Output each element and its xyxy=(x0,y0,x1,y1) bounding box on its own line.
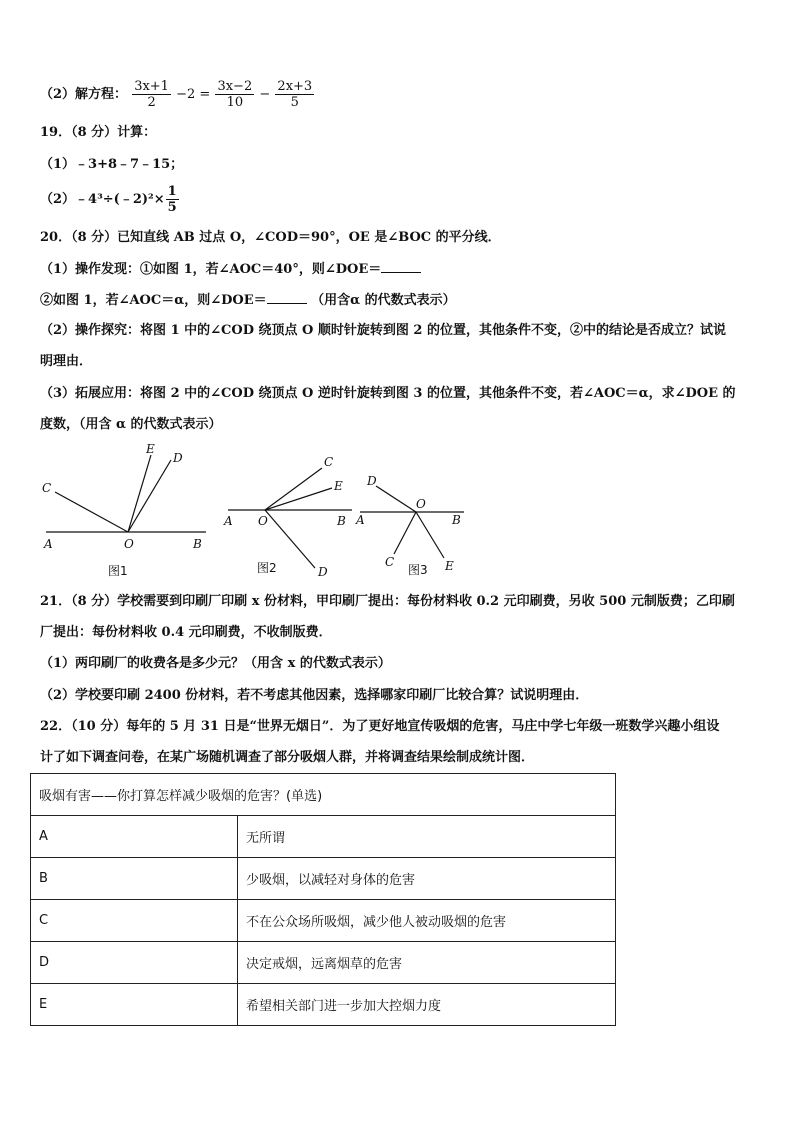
option-text: 决定戒烟，远离烟草的危害 xyxy=(238,942,616,984)
fraction-1: $\frac{3x+1}{2}$ xyxy=(134,79,169,110)
label-e: E xyxy=(146,442,155,456)
q19-heading: 19．（8 分）计算： xyxy=(40,125,157,140)
option-key: D xyxy=(31,942,238,984)
label-b: B xyxy=(337,514,346,528)
fraction-2: $\frac{3x-2}{10}$ xyxy=(217,79,253,110)
label-d: D xyxy=(173,451,183,465)
q18-part2-prefix: （2）解方程： xyxy=(40,87,128,102)
option-key: E xyxy=(31,984,238,1026)
option-text: 少吸烟，以减轻对身体的危害 xyxy=(238,858,616,900)
option-text: 不在公众场所吸烟，减少他人被动吸烟的危害 xyxy=(238,900,616,942)
survey-question: 吸烟有害——你打算怎样减少吸烟的危害？(单选) xyxy=(31,774,616,816)
figure-2 xyxy=(220,450,360,580)
option-text: 希望相关部门进一步加大控烟力度 xyxy=(238,984,616,1026)
option-key: C xyxy=(31,900,238,942)
table-row xyxy=(31,900,616,942)
label-c: C xyxy=(385,555,395,569)
label-b: B xyxy=(193,537,202,551)
figure-1 xyxy=(38,440,218,580)
answer-blank xyxy=(267,291,307,304)
q20-part3-line2: 度数，（用含 α 的代数式表示） xyxy=(40,417,222,432)
label-d: D xyxy=(318,565,328,579)
q20-part2-line2: 明理由． xyxy=(40,354,93,369)
figure-3-caption: 图3 xyxy=(408,563,428,577)
q20-part2-line1: （2）操作探究：将图 1 中的∠COD 绕顶点 O 顺时针旋转到图 2 的位置，其他条件不变，②中的结论是否成立？试说 xyxy=(40,323,726,338)
option-key: A xyxy=(31,816,238,858)
fraction-3: $\frac{2x+3}{5}$ xyxy=(277,79,313,110)
q18-part2 xyxy=(40,78,315,112)
option-key: B xyxy=(31,858,238,900)
q20-part1a: （1）操作发现：①如图 1，若∠AOC＝40°，则∠DOE＝ xyxy=(40,260,421,279)
label-o: O xyxy=(258,514,268,528)
label-o: O xyxy=(416,497,426,511)
label-a: A xyxy=(356,513,365,527)
q21-line1: 21．（8 分）学校需要到印刷厂印刷 x 份材料，甲印刷厂提出：每份材料收 0.2 元印刷费，另收 500 元制版费；乙印刷 xyxy=(40,594,735,609)
label-e: E xyxy=(445,559,454,573)
figure-2-caption: 图2 xyxy=(257,561,277,575)
q21-part1: （1）两印刷厂的收费各是多少元？（用含 x 的代数式表示） xyxy=(40,656,391,671)
label-d: D xyxy=(367,474,377,488)
q20-part1b: ②如图 1，若∠AOC＝α，则∠DOE＝ （用含α 的代数式表示） xyxy=(40,293,456,308)
survey-table xyxy=(30,773,616,1026)
label-a: A xyxy=(224,514,233,528)
q20-part3-line1: （3）拓展应用：将图 2 中的∠COD 绕顶点 O 逆时针旋转到图 3 的位置，其他条件不变，若∠AOC＝α，求∠DOE 的 xyxy=(40,386,736,401)
table-row xyxy=(31,984,616,1026)
equation-mid: −2 = xyxy=(176,87,211,102)
q19-fraction: $\frac{1}{5}$ xyxy=(167,184,177,215)
label-c: C xyxy=(42,481,52,495)
label-a: A xyxy=(44,537,53,551)
q21-line2: 厂提出：每份材料收 0.4 元印刷费，不收制版费． xyxy=(40,625,332,640)
table-row xyxy=(31,858,616,900)
q19-part2 xyxy=(40,180,180,220)
answer-blank xyxy=(381,260,421,273)
figure-3 xyxy=(352,470,472,578)
label-e: E xyxy=(334,479,343,493)
equation-minus: − xyxy=(259,87,271,102)
table-row xyxy=(31,942,616,984)
figure-1-caption: 图1 xyxy=(108,564,128,578)
q22-line1: 22．（10 分）每年的 5 月 31 日是“世界无烟日”．为了更好地宣传吸烟的危害，马庄中学七年级一班数学兴趣小组设 xyxy=(40,719,720,734)
table-row xyxy=(31,816,616,858)
q21-part2: （2）学校要印刷 2400 份材料，若不考虑其他因素，选择哪家印刷厂比较合算？试说明理由． xyxy=(40,688,589,703)
q22-line2: 计了如下调查问卷，在某广场随机调查了部分吸烟人群，并将调查结果绘制成统计图． xyxy=(40,750,535,765)
q19-part1: （1）﹣3+8﹣7﹣15； xyxy=(40,157,184,172)
q19-part2-expr: （2）﹣4³÷(﹣2)²× xyxy=(40,192,165,207)
q20-heading: 20．（8 分）已知直线 AB 过点 O，∠COD＝90°，OE 是∠BOC 的平分线． xyxy=(40,230,501,245)
label-b: B xyxy=(452,513,461,527)
label-c: C xyxy=(324,455,334,469)
table-header-row xyxy=(31,774,616,816)
label-o: O xyxy=(124,537,134,551)
option-text: 无所谓 xyxy=(238,816,616,858)
